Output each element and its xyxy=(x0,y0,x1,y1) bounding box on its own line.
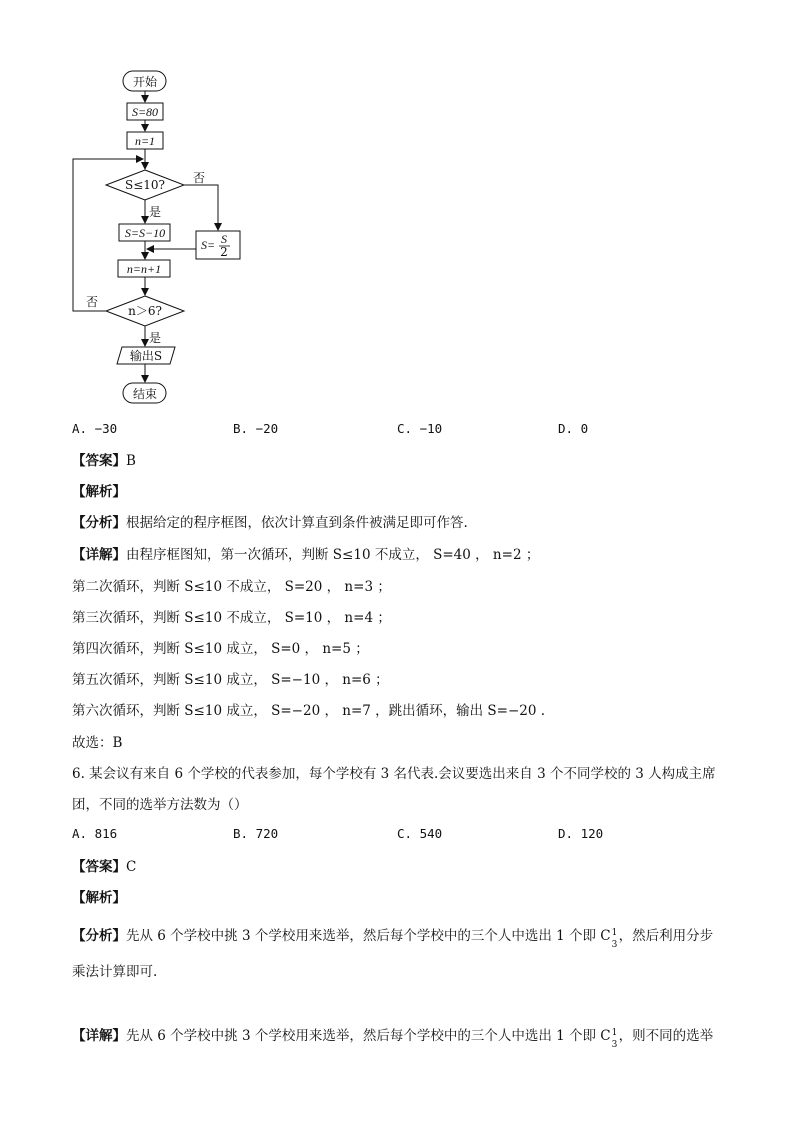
assign-right-prefix: S= xyxy=(201,238,216,252)
q5-detail-line-4: 第四次循环，判断 S≤10 成立， S=0 ， n=5 ； xyxy=(72,641,369,657)
comb-script xyxy=(611,1026,619,1050)
answer-tag: 【答案】 xyxy=(72,453,126,469)
end-label: 结束 xyxy=(132,387,158,401)
q5-detail-line-5: 第五次循环，判断 S≤10 成立， S=−10 ， n=6 ； xyxy=(72,672,389,688)
q5-analysis-tag: 【解析】 xyxy=(72,484,126,500)
condition-2-label: n＞6? xyxy=(128,304,162,318)
assign-left-label: S=S−10 xyxy=(124,226,166,240)
q6-fenxi-text: 先从 6 个学校中挑 3 个学校用来选举，然后每个学校中的三个人中选出 1 个即 C xyxy=(126,928,611,944)
q6-analysis-tag: 【解析】 xyxy=(72,890,126,906)
xiangjie-tag: 【详解】 xyxy=(72,547,126,563)
q6-stem-line-2: 团，不同的选举方法数为（） xyxy=(72,797,248,813)
q6-fenxi-line-1 xyxy=(72,926,714,950)
yes-label-1: 是 xyxy=(149,205,162,219)
comb-sup: 1 xyxy=(611,928,618,938)
q5-answer-line xyxy=(72,451,136,471)
q6-fenxi-end: ，然后利用分步 xyxy=(618,928,714,944)
q5-detail-line-1 xyxy=(72,545,539,565)
q5-option-c: C. −10 xyxy=(397,421,443,436)
answer-tag: 【答案】 xyxy=(72,859,126,875)
q5-option-a: A. −30 xyxy=(72,421,118,436)
q6-option-d: D. 120 xyxy=(558,826,604,841)
assign-right-denominator: 2 xyxy=(220,245,228,259)
yes-label-2: 是 xyxy=(149,331,162,345)
q5-detail-line-6: 第六次循环，判断 S≤10 成立， S=−20 ， n=7 ，跳出循环，输出 S=−20 . xyxy=(72,703,546,719)
q6-stem-line-1: 6. 某会议有来自 6 个学校的代表参加，每个学校有 3 名代表.会议要选出来自 3 个不同学校的 3 人构成主席 xyxy=(72,766,716,782)
q6-detail-line-1 xyxy=(72,1026,714,1050)
fenxi-tag: 【分析】 xyxy=(72,515,126,531)
no-label-1: 否 xyxy=(193,171,206,185)
q5-detail-1: 由程序框图知，第一次循环，判断 S≤10 不成立， S=40 ， n=2 ； xyxy=(126,547,540,563)
q5-conclusion: 故选：B xyxy=(72,735,123,751)
q6-option-a: A. 816 xyxy=(72,826,118,841)
xiangjie-tag: 【详解】 xyxy=(72,1028,126,1044)
output-label: 输出S xyxy=(129,349,163,363)
q6-answer-line xyxy=(72,857,136,877)
q5-option-d: D. 0 xyxy=(558,421,589,436)
q6-answer: C xyxy=(126,859,137,875)
no-label-2: 否 xyxy=(86,295,99,309)
q6-option-b: B. 720 xyxy=(233,826,279,841)
q6-option-c: C. 540 xyxy=(397,826,443,841)
increment-label: n=n+1 xyxy=(126,262,162,276)
flowchart xyxy=(0,0,794,420)
q5-detail-line-2: 第二次循环，判断 S≤10 不成立， S=20 ， n=3 ； xyxy=(72,579,391,595)
q5-answer: B xyxy=(126,453,136,469)
condition-1-label: S≤10? xyxy=(125,178,165,192)
q5-fenxi: 根据给定的程序框图，依次计算直到条件被满足即可作答. xyxy=(126,515,468,531)
fenxi-tag: 【分析】 xyxy=(72,928,126,944)
q5-detail-line-3: 第三次循环，判断 S≤10 不成立， S=10 ， n=4 ； xyxy=(72,610,391,626)
start-label: 开始 xyxy=(132,75,158,89)
comb-script xyxy=(611,926,619,950)
q6-detail-text: 先从 6 个学校中挑 3 个学校用来选举，然后每个学校中的三个人中选出 1 个即 C xyxy=(126,1028,611,1044)
assign-right-numerator: S xyxy=(221,232,227,246)
q5-option-b: B. −20 xyxy=(233,421,279,436)
comb-sub: 3 xyxy=(611,1040,618,1050)
q6-fenxi-line-2: 乘法计算即可. xyxy=(72,964,158,980)
comb-sup: 1 xyxy=(611,1028,618,1038)
q6-detail-end: ，则不同的选举 xyxy=(618,1028,714,1044)
q5-fenxi-line xyxy=(72,513,468,533)
comb-sub: 3 xyxy=(611,940,618,950)
init-s-label: S=80 xyxy=(131,105,159,119)
init-n-label: n=1 xyxy=(134,134,156,148)
